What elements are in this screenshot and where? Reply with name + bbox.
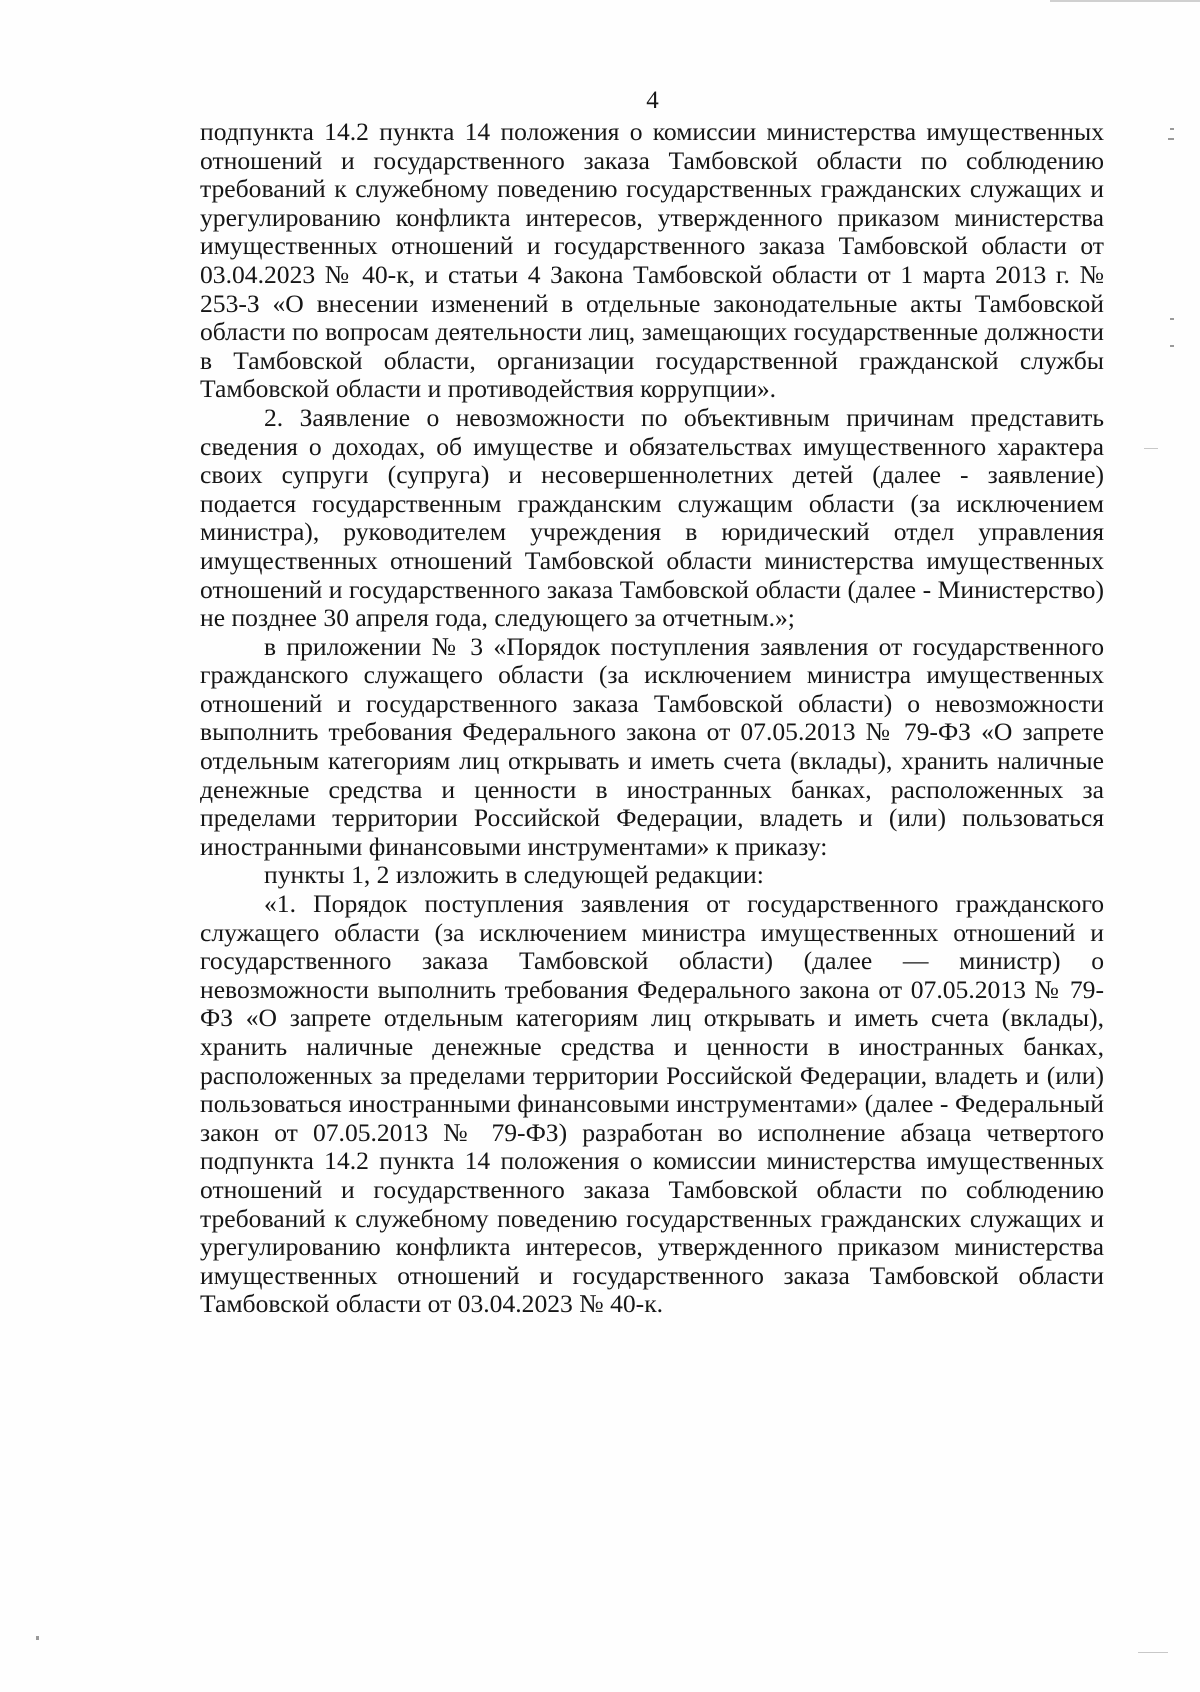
scan-speck xyxy=(1138,1652,1168,1653)
scan-speck xyxy=(1170,128,1174,130)
paragraph-item-1-new: «1. Порядок поступления заявления от государственного гражданского служащего области (за исключением министра имущественных отношений и государственного заказа Тамбовской области) (далее — министр) о невозможности выполнить требования Федерального закона от 07.05.2013 № 79-ФЗ «О запрете отдельным категориям лиц открывать и иметь счета (вклады), хранить наличные денежные средства и ценности в иностранных банках, расположенных за пределами территории Российской Федерации, владеть и (или) пользоваться иностранными финансовыми инструментами» (далее - Федеральный закон от 07.05.2013 № 79-ФЗ) разработан во исполнение абзаца четвертого подпункта 14.2 пункта 14 положения о комиссии министерства имущественных отношений и государственного заказа Тамбовской области по соблюдению требований к служебному поведению государственных гражданских служащих и урегулированию конфликта интересов, утвержденного приказом министерства имущественных отношений и государственного заказа Тамбовской области Тамбовской области от 03.04.2023 № 40-к. xyxy=(200,889,1104,1319)
document-body xyxy=(200,118,1104,1319)
paragraph-continuation: подпункта 14.2 пункта 14 положения о комиссии министерства имущественных отношений и государственного заказа Тамбовской области по соблюдению требований к служебному поведению государственных гражданских служащих и урегулированию конфликта интересов, утвержденного приказом министерства имущественных отношений и государственного заказа Тамбовской области от 03.04.2023 № 40-к, и статьи 4 Закона Тамбовской области от 1 марта 2013 г. № 253-З «О внесении изменений в отдельные законодательные акты Тамбовской области по вопросам деятельности лиц, замещающих государственные должности в Тамбовской области, организации государственной гражданской службы Тамбовской области и противодействия коррупции». xyxy=(200,117,1104,404)
scan-speck xyxy=(1144,448,1158,449)
scan-speck xyxy=(1170,345,1174,347)
paragraph-appendix-3: в приложении № 3 «Порядок поступления заявления от государственного гражданского служащего области (за исключением министра имущественных отношений и государственного заказа Тамбовской области) о невозможности выполнить требования Федерального закона от 07.05.2013 № 79-ФЗ «О запрете отдельным категориям лиц открывать и иметь счета (вклады), хранить наличные денежные средства и ценности в иностранных банках, расположенных за пределами территории Российской Федерации, владеть и (или) пользоваться иностранными финансовыми инструментами» к приказу: xyxy=(200,631,1104,861)
scan-edge-line xyxy=(1050,0,1200,2)
scan-speck xyxy=(36,1636,39,1640)
scan-speck xyxy=(1168,138,1174,140)
paragraph-item-2: 2. Заявление о невозможности по объективным причинам представить сведения о доходах, об имуществе и обязательствах имущественного характера своих супруги (супруга) и несовершеннолетних детей (далее - заявление) подается государственным гражданским служащим области (за исключением министра), руководителем учреждения в юридический отдел управления имущественных отношений Тамбовской области министерства имущественных отношений и государственного заказа Тамбовской области (далее - Министерство) не позднее 30 апреля года, следующего за отчетным.»; xyxy=(200,402,1104,633)
paragraph-points-intro: пункты 1, 2 изложить в следующей редакции: xyxy=(264,860,764,890)
page-number: 4 xyxy=(646,87,659,114)
scan-speck xyxy=(1170,318,1174,320)
